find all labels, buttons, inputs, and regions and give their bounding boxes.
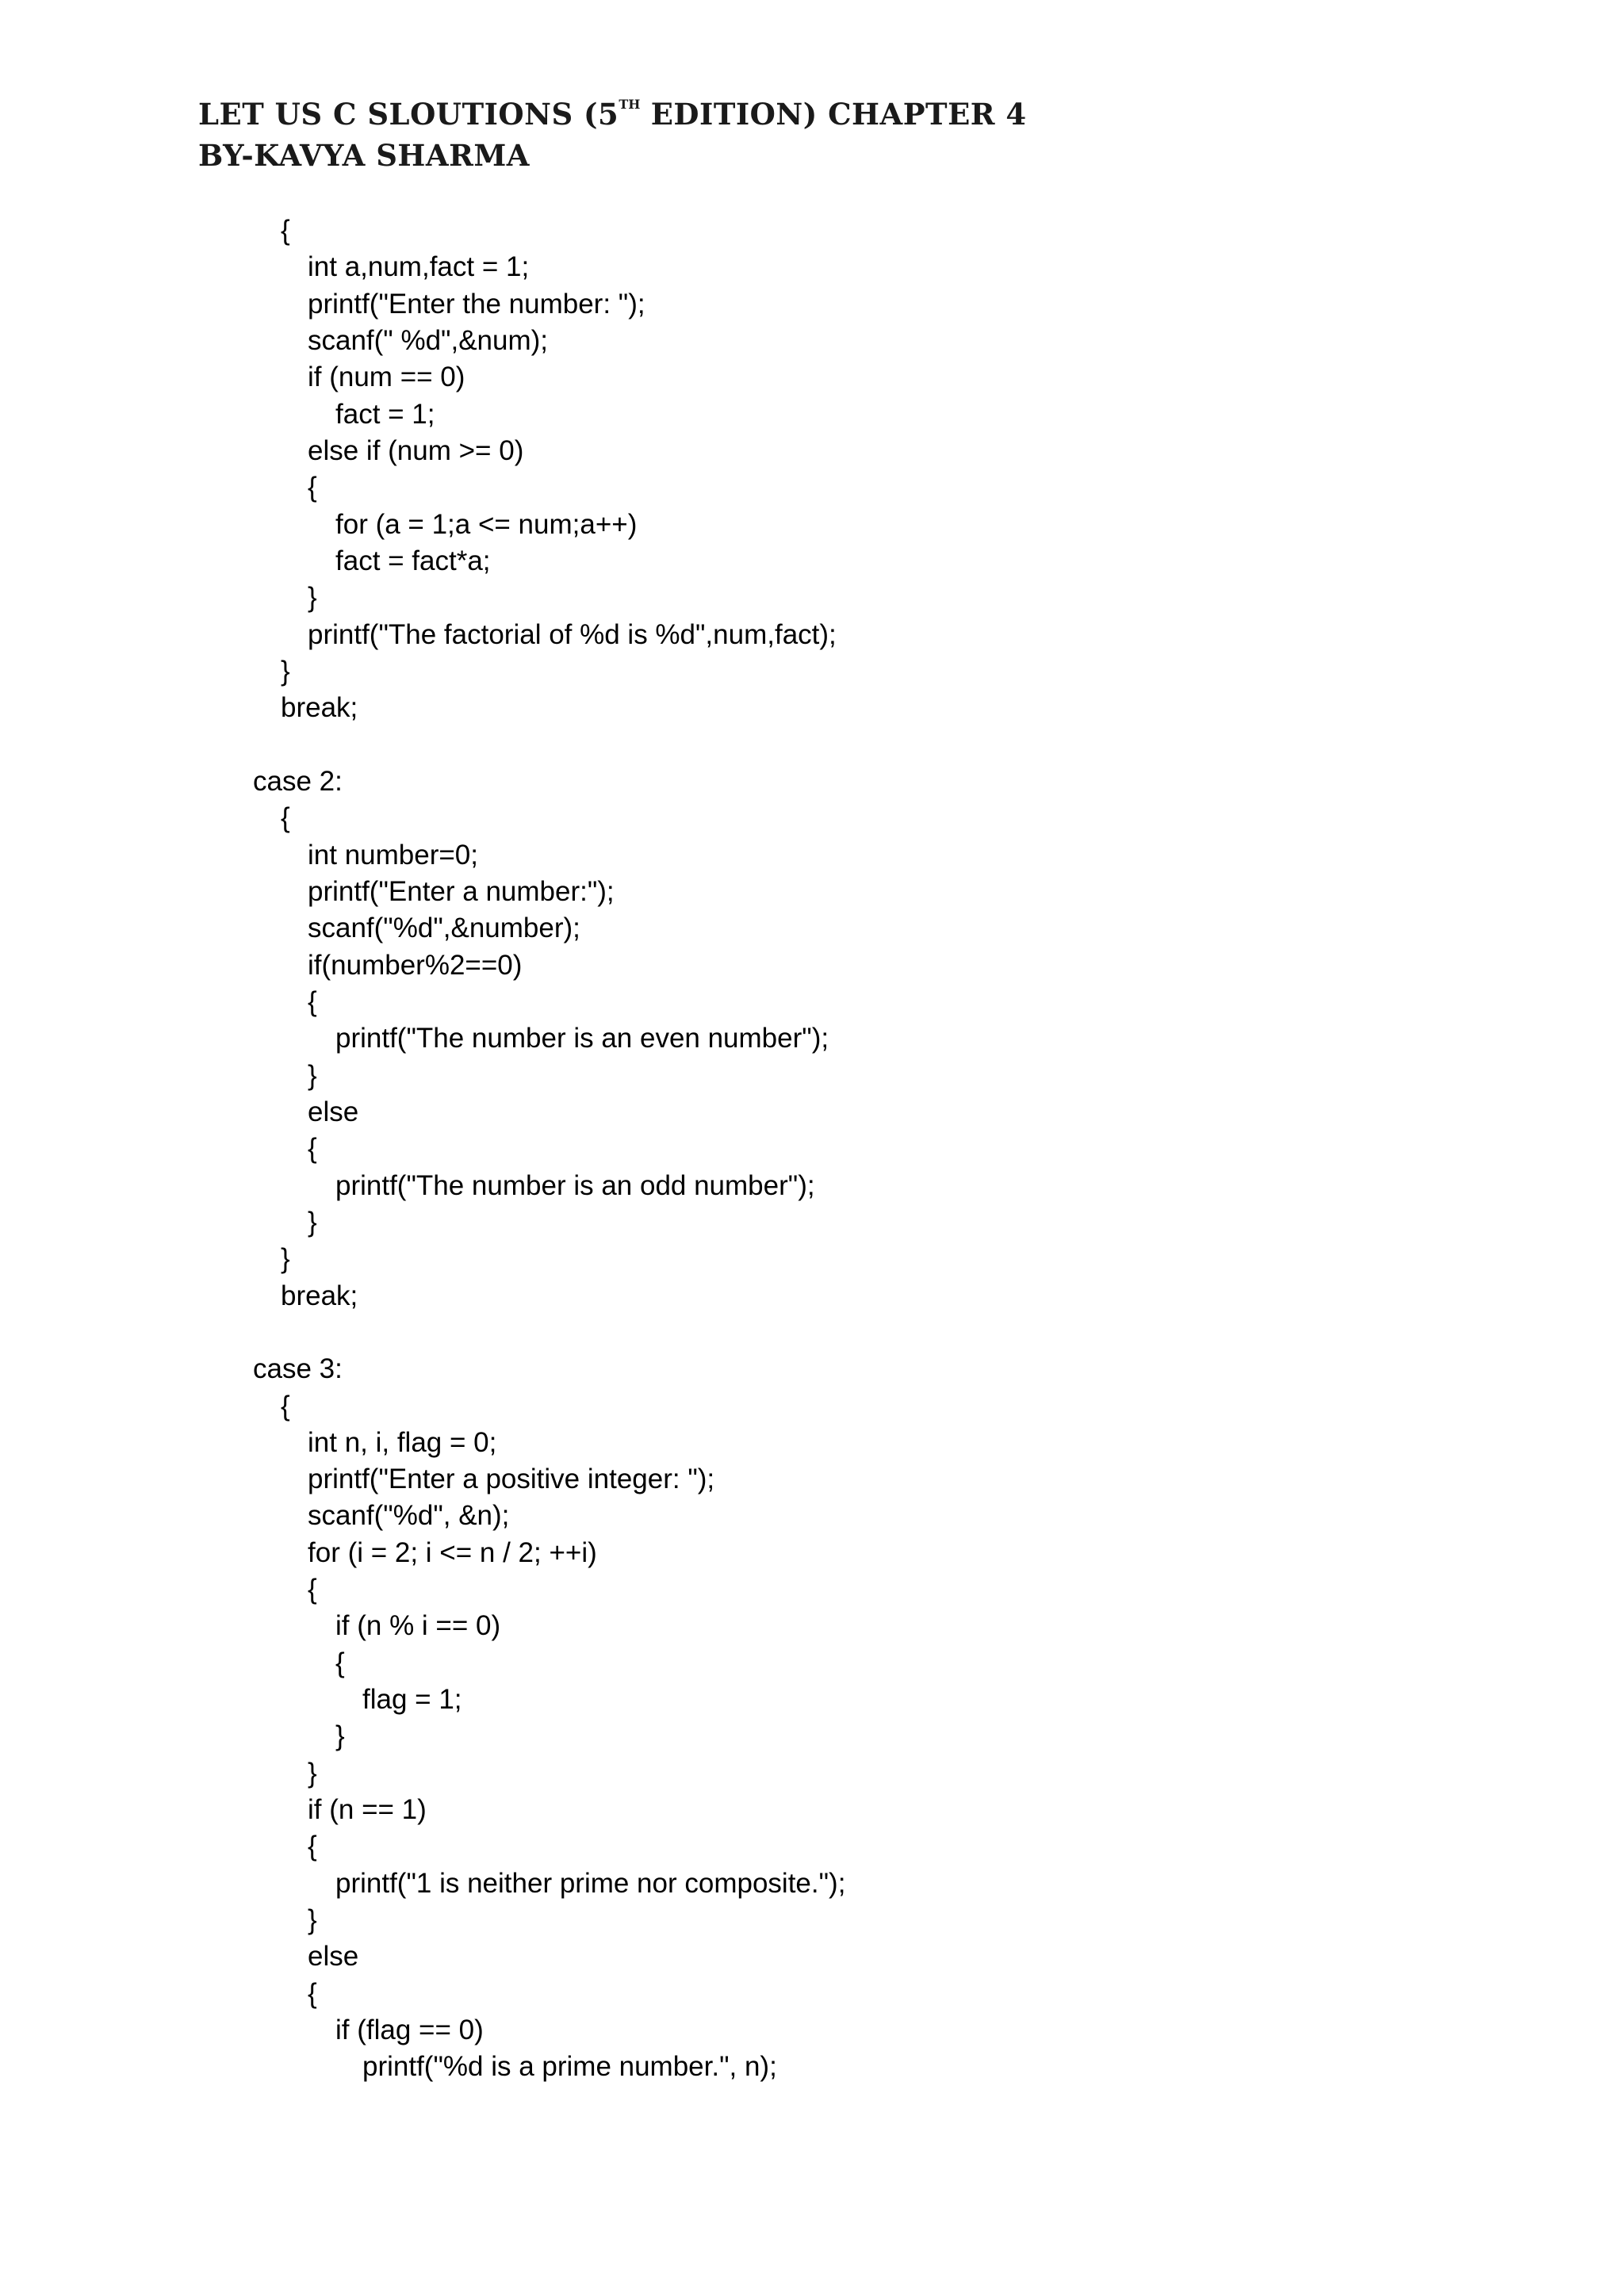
code-line-text: if(number%2==0) [308, 949, 523, 981]
code-line [0, 837, 1624, 874]
code-line-text: if (n == 1) [308, 1794, 427, 1826]
code-line [0, 1828, 1624, 1865]
document-title [198, 94, 1467, 135]
code-line-text: { [308, 1831, 317, 1862]
code-line-text: { [281, 802, 290, 834]
code-line [0, 1241, 1624, 1277]
page-header [198, 94, 1467, 176]
code-line [0, 1902, 1624, 1938]
code-line-text: fact = 1; [335, 398, 435, 430]
code-line-text: } [308, 1904, 317, 1936]
code-line [0, 1571, 1624, 1608]
code-line-text: { [308, 1977, 317, 2009]
code-line [0, 1498, 1624, 1534]
code-line [0, 984, 1624, 1020]
code-line [0, 1645, 1624, 1682]
code-line-text: case 3: [253, 1353, 343, 1385]
code-line-text: printf("The factorial of %d is %d",num,fact); [308, 618, 837, 650]
code-line-text: if (num == 0) [308, 362, 465, 393]
code-line-text: for (i = 2; i <= n / 2; ++i) [308, 1536, 597, 1568]
code-line-text: printf("%d is a prime number.", n); [362, 2051, 777, 2083]
document-author: BY-KAVYA SHARMA [198, 138, 530, 173]
code-line [0, 1461, 1624, 1498]
code-line-text: printf("The number is an even number"); [335, 1023, 829, 1054]
code-line-text: } [281, 1243, 290, 1275]
code-line [0, 947, 1624, 984]
code-line-text: for (a = 1;a <= num;a++) [335, 508, 638, 540]
code-line [0, 1351, 1624, 1387]
code-line [0, 1608, 1624, 1644]
code-line-text: scanf("%d",&number); [308, 913, 580, 944]
code-line-text: if (n % i == 0) [335, 1610, 501, 1642]
code-line [0, 433, 1624, 469]
code-line [0, 1792, 1624, 1828]
code-listing [0, 212, 1624, 2086]
code-line-text: { [335, 1647, 345, 1678]
code-line-text: else if (num >= 0) [308, 434, 524, 466]
code-line [0, 1866, 1624, 1902]
code-line-text: } [281, 655, 290, 687]
code-line-text: int a,num,fact = 1; [308, 251, 530, 283]
code-line [0, 763, 1624, 800]
code-line-text: break; [281, 1280, 358, 1311]
code-line-text: { [308, 472, 317, 503]
code-line [0, 359, 1624, 396]
code-line-text: if (flag == 0) [335, 2015, 484, 2046]
code-line-text: int n, i, flag = 0; [308, 1426, 497, 1458]
code-line [0, 1058, 1624, 1094]
code-line [0, 1020, 1624, 1057]
code-line [0, 543, 1624, 580]
code-line-text: flag = 1; [362, 1684, 462, 1716]
code-line [0, 1168, 1624, 1204]
code-line-text: { [308, 1574, 317, 1605]
code-line-text: { [281, 1390, 290, 1422]
code-line [0, 469, 1624, 506]
code-line [0, 1388, 1624, 1425]
code-line [0, 727, 1624, 763]
code-line-text: } [308, 1059, 317, 1091]
code-line-text: } [308, 582, 317, 614]
code-line-text: printf("1 is neither prime nor composite."); [335, 1867, 846, 1899]
code-line [0, 1094, 1624, 1131]
code-line-text: } [308, 1757, 317, 1789]
code-line [0, 800, 1624, 836]
code-line [0, 690, 1624, 726]
code-line [0, 396, 1624, 433]
code-line [0, 1682, 1624, 1718]
code-line-text: { [308, 985, 317, 1017]
code-line-text: else [308, 1941, 359, 1973]
code-line [0, 1131, 1624, 1167]
code-line [0, 617, 1624, 653]
code-line [0, 1755, 1624, 1792]
code-line [0, 323, 1624, 359]
code-line-text: } [335, 1720, 345, 1752]
code-line-text: } [308, 1206, 317, 1238]
code-line [0, 2012, 1624, 2049]
code-line [0, 874, 1624, 910]
code-line-text: printf("Enter the number: "); [308, 288, 645, 320]
code-line-text: printf("Enter a number:"); [308, 875, 615, 907]
code-line [0, 1718, 1624, 1755]
code-line [0, 2049, 1624, 2085]
title-suffix: EDITION) CHAPTER 4 [640, 97, 1027, 132]
code-line [0, 1976, 1624, 2012]
code-line [0, 653, 1624, 690]
title-superscript: TH [619, 97, 641, 112]
code-line [0, 249, 1624, 285]
title-text: LET US C SLOUTIONS (5 [198, 97, 619, 132]
code-line-text: { [281, 215, 290, 246]
code-line [0, 1204, 1624, 1241]
code-line-text: scanf(" %d",&num); [308, 324, 549, 356]
code-line-text: case 2: [253, 765, 343, 797]
code-line [0, 580, 1624, 616]
code-line [0, 1535, 1624, 1571]
code-line-text: scanf("%d", &n); [308, 1500, 510, 1532]
code-line [0, 910, 1624, 947]
code-line-text: int number=0; [308, 839, 478, 871]
code-line-text: break; [281, 692, 358, 724]
code-line [0, 1425, 1624, 1461]
code-line-text: else [308, 1096, 359, 1127]
code-line-text: printf("The number is an odd number"); [335, 1169, 815, 1201]
code-line-text: printf("Enter a positive integer: "); [308, 1464, 715, 1495]
code-line-text: { [308, 1133, 317, 1165]
code-line [0, 212, 1624, 249]
code-line [0, 1278, 1624, 1314]
code-line [0, 507, 1624, 543]
code-line [0, 286, 1624, 323]
code-line [0, 1938, 1624, 1975]
code-line [0, 1314, 1624, 1351]
code-line-text: fact = fact*a; [335, 545, 491, 576]
